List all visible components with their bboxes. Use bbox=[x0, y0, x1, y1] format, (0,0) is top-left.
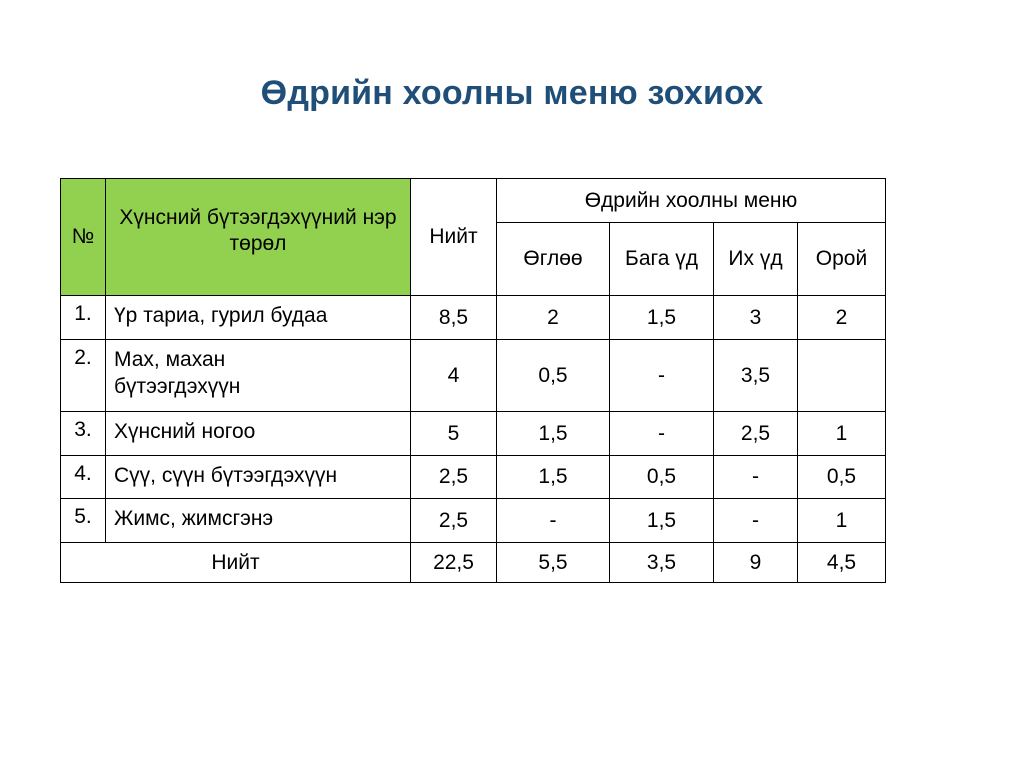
row-total: 2,5 bbox=[411, 456, 497, 499]
row-morning: - bbox=[497, 499, 610, 543]
row-num: 4. bbox=[61, 456, 106, 499]
totals-label: Нийт bbox=[61, 543, 411, 583]
row-name: Хүнсний ногоо bbox=[106, 412, 411, 456]
header-menu-group: Өдрийн хоолны меню bbox=[497, 179, 886, 223]
row-name: Сүү, сүүн бүтээгдэхүүн bbox=[106, 456, 411, 499]
totals-evening: 4,5 bbox=[798, 543, 886, 583]
row-name: Жимс, жимсгэнэ bbox=[106, 499, 411, 543]
page-title: Өдрийн хоолны меню зохиох bbox=[260, 74, 764, 112]
totals-big-lunch: 9 bbox=[714, 543, 798, 583]
totals-total: 22,5 bbox=[411, 543, 497, 583]
row-evening: 0,5 bbox=[798, 456, 886, 499]
menu-table bbox=[60, 178, 886, 583]
totals-morning: 5,5 bbox=[497, 543, 610, 583]
row-big-lunch: 2,5 bbox=[714, 412, 798, 456]
row-big-lunch: - bbox=[714, 456, 798, 499]
row-name: Үр тариа, гурил будаа bbox=[106, 296, 411, 340]
row-evening: 1 bbox=[798, 412, 886, 456]
row-evening: 2 bbox=[798, 296, 886, 340]
row-morning: 0,5 bbox=[497, 340, 610, 412]
table-row bbox=[61, 456, 886, 499]
header-meal-small-lunch: Бага үд bbox=[610, 223, 714, 296]
row-total: 8,5 bbox=[411, 296, 497, 340]
row-num: 3. bbox=[61, 412, 106, 456]
header-meal-morning: Өглөө bbox=[497, 223, 610, 296]
row-name: Мах, махан бүтээгдэхүүн bbox=[106, 340, 411, 412]
row-small-lunch: 0,5 bbox=[610, 456, 714, 499]
header-total: Нийт bbox=[411, 179, 497, 296]
row-morning: 1,5 bbox=[497, 456, 610, 499]
row-evening: 1 bbox=[798, 499, 886, 543]
table-row bbox=[61, 499, 886, 543]
table-row bbox=[61, 296, 886, 340]
table-row bbox=[61, 412, 886, 456]
row-small-lunch: 1,5 bbox=[610, 499, 714, 543]
row-evening bbox=[798, 340, 886, 412]
header-meal-big-lunch: Их үд bbox=[714, 223, 798, 296]
row-num: 2. bbox=[61, 340, 106, 412]
row-num: 1. bbox=[61, 296, 106, 340]
row-total: 2,5 bbox=[411, 499, 497, 543]
row-num: 5. bbox=[61, 499, 106, 543]
row-small-lunch: - bbox=[610, 340, 714, 412]
row-total: 4 bbox=[411, 340, 497, 412]
row-big-lunch: 3,5 bbox=[714, 340, 798, 412]
totals-row bbox=[61, 543, 886, 583]
row-big-lunch: 3 bbox=[714, 296, 798, 340]
row-morning: 2 bbox=[497, 296, 610, 340]
totals-small-lunch: 3,5 bbox=[610, 543, 714, 583]
row-big-lunch: - bbox=[714, 499, 798, 543]
header-name: Хүнсний бүтээгдэхүүний нэр төрөл bbox=[106, 179, 411, 296]
row-small-lunch: 1,5 bbox=[610, 296, 714, 340]
row-morning: 1,5 bbox=[497, 412, 610, 456]
header-meal-evening: Орой bbox=[798, 223, 886, 296]
row-small-lunch: - bbox=[610, 412, 714, 456]
header-row-1 bbox=[61, 179, 886, 223]
table-row bbox=[61, 340, 886, 412]
row-total: 5 bbox=[411, 412, 497, 456]
header-num: № bbox=[61, 179, 106, 296]
